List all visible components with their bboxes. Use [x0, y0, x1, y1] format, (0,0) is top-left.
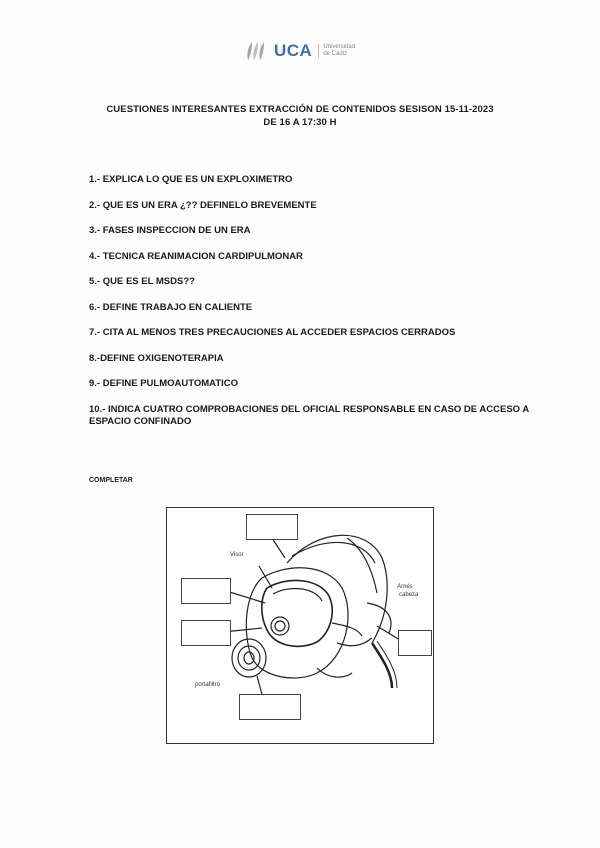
label-visor: Visor [230, 552, 244, 558]
logo-subtitle-line-2: de Cádiz [323, 51, 348, 57]
answer-box-left-lower [181, 620, 231, 646]
mask-diagram [166, 507, 434, 744]
question-item: 3.- FASES INSPECCION DE UN ERA [89, 225, 251, 236]
question-item: 9.- DEFINE PULMOAUTOMATICO [89, 378, 239, 389]
answer-box-left-upper [181, 578, 231, 604]
question-item: 4.- TECNICA REANIMACION CARDIPULMONAR [89, 250, 303, 262]
question-item: 7.- CITA AL MENOS TRES PRECAUCIONES AL ACCEDER ESPACIOS CERRADOS [89, 327, 456, 338]
label-portafiltro: portafiltro [195, 682, 221, 688]
question-item: 8.-DEFINE OXIGENOTERAPIA [89, 352, 224, 364]
logo-text: UCA [274, 41, 313, 60]
answer-box-top [246, 514, 298, 540]
uca-logo [244, 40, 355, 62]
question-list [89, 174, 539, 428]
question-item: 2.- QUE ES UN ERA ¿?? DEFINELO BREVEMENTE [89, 199, 317, 211]
completar-label: COMPLETAR [89, 477, 133, 484]
label-arnes: Arnés [397, 584, 413, 590]
document-title-line-2: DE 16 A 17:30 H [263, 117, 337, 128]
document-title-line-1: CUESTIONES INTERESANTES EXTRACCIÓN DE CONTENIDOS SESISON 15-11-2023 [106, 104, 494, 115]
answer-box-right [398, 630, 432, 656]
question-item: 10.- INDICA CUATRO COMPROBACIONES DEL OFICIAL RESPONSABLE EN CASO DE ACCESO A ESPACIO CONFINADO [89, 403, 529, 427]
label-cabeza: cabeza [399, 592, 419, 598]
uca-leaf-logo-icon [244, 40, 270, 62]
question-item: 5.- QUE ES EL MSDS?? [89, 276, 195, 287]
logo-subtitle-line-1: Universidad [323, 44, 356, 50]
question-item: 6.- DEFINE TRABAJO EN CALIENTE [89, 301, 253, 313]
logo-subtitle [318, 44, 355, 58]
answer-box-bottom [239, 694, 301, 720]
question-item: 1.- EXPLICA LO QUE ES UN EXPLOXIMETRO [89, 174, 293, 185]
